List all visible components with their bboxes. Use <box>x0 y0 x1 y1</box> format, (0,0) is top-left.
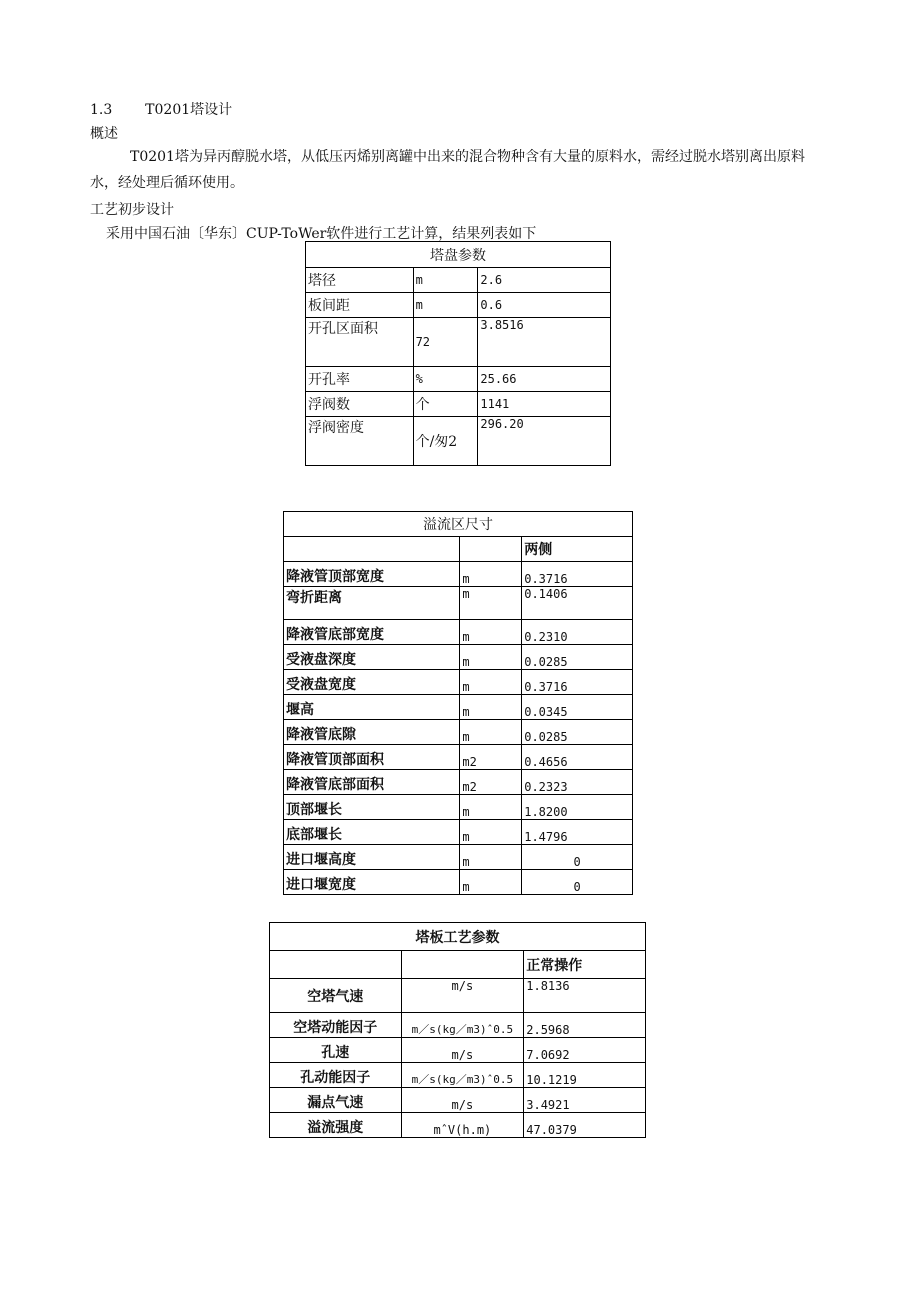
process-intro: 采用中国石油〔华东〕CUP-ToWer软件进行工艺计算，结果列表如下 <box>106 226 537 242</box>
overview-heading: 概述 <box>90 126 118 142</box>
tray-parameters-caption: 塔盘参数 <box>306 242 611 268</box>
tray-parameters-table <box>305 241 611 466</box>
table-row: 浮阀密度 个/匆2 296.20 <box>306 417 611 466</box>
overflow-zone-table <box>283 511 633 895</box>
table-row: 空塔气速 m/s 1.8136 <box>270 979 646 1013</box>
table-row: 底部堰长 m 1.4796 <box>284 820 633 845</box>
table-row: 受液盘深度 m 0.0285 <box>284 645 633 670</box>
section-number: 1.3 <box>90 102 113 118</box>
table-row: 进口堰宽度 m 0 <box>284 870 633 895</box>
overflow-zone-caption: 溢流区尺寸 <box>284 512 633 537</box>
overview-paragraph: T0201塔为异丙醇脱水塔，从低压丙烯别离罐中出来的混合物种含有大量的原料水，需经过脱水塔别离出原料水，经处理后循环使用。 <box>90 149 805 191</box>
table-row: 空塔动能因子 m／s(kg／m3)ˆ0.5 2.5968 <box>270 1013 646 1038</box>
tray-process-caption: 塔板工艺参数 <box>270 923 646 951</box>
table-row: 孔速 m/s 7.0692 <box>270 1038 646 1063</box>
table-row: 塔径 m 2.6 <box>306 268 611 293</box>
process-heading: 工艺初步设计 <box>90 202 174 218</box>
table-row: 浮阀数 个 1141 <box>306 392 611 417</box>
section-title: T0201塔设计 <box>145 102 233 118</box>
table-row: 开孔率 % 25.66 <box>306 367 611 392</box>
column-header-normal-operation: 正常操作 <box>524 951 646 979</box>
table-row: 降液管底部宽度 m 0.2310 <box>284 620 633 645</box>
table-row: 漏点气速 m/s 3.4921 <box>270 1088 646 1113</box>
table-row: 弯折距离 m 0.1406 <box>284 587 633 620</box>
table-row: 溢流强度 mˆV(h.m) 47.0379 <box>270 1113 646 1138</box>
table-row: 顶部堰长 m 1.8200 <box>284 795 633 820</box>
table-row: 开孔区面积 72 3.8516 <box>306 318 611 367</box>
table-row: 进口堰高度 m 0 <box>284 845 633 870</box>
table-row: 板间距 m 0.6 <box>306 293 611 318</box>
table-row: 降液管底隙 m 0.0285 <box>284 720 633 745</box>
table-row: 降液管顶部面积 m2 0.4656 <box>284 745 633 770</box>
table-row: 孔动能因子 m／s(kg／m3)ˆ0.5 10.1219 <box>270 1063 646 1088</box>
section-heading <box>90 99 232 119</box>
table-row: 受液盘宽度 m 0.3716 <box>284 670 633 695</box>
table-row: 堰高 m 0.0345 <box>284 695 633 720</box>
tray-process-table <box>269 922 646 1138</box>
table-row: 降液管底部面积 m2 0.2323 <box>284 770 633 795</box>
column-header-both-sides: 两侧 <box>522 537 633 562</box>
table-row: 降液管顶部宽度 m 0.3716 <box>284 562 633 587</box>
